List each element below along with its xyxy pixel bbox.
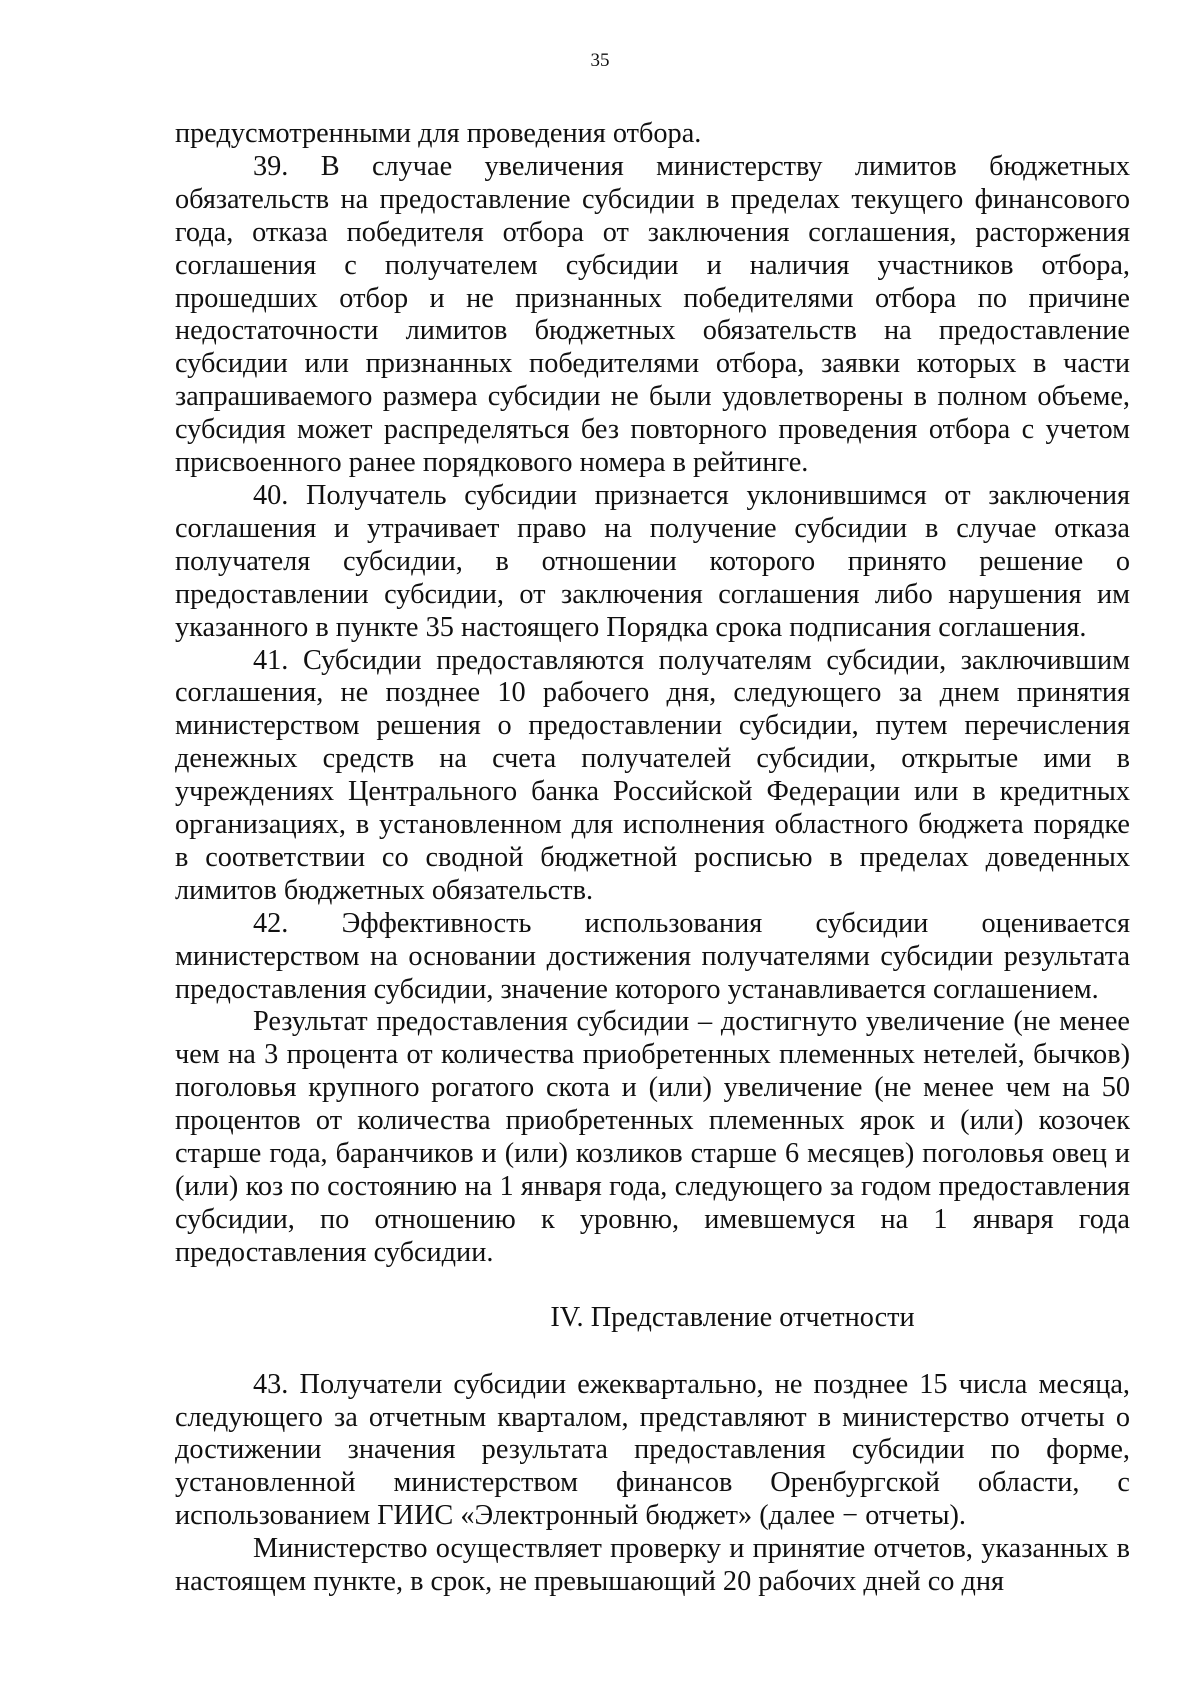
page-number: 35 <box>590 50 610 71</box>
paragraph-ministry-check: Министерство осуществляет проверку и принятие отчетов, указанных в настоящем пункте, в срок, не превышающий 20 рабочих дней со дня <box>175 1533 1130 1598</box>
paragraph-item-41: 41. Субсидии предоставляются получателям субсидии, заключившим соглашения, не позднее 10 рабочего дня, следующего за днем принятия министерством решения о предоставлении субсидии, путем перечисления денежных средств на счета получателей субсидии, открытые ими в учреждениях Центрального банка Российской Федерации или в кредитных организациях, в установленном для исполнения областного бюджета порядке в соответствии со сводной бюджетной росписью в пределах доведенных лимитов бюджетных обязательств. <box>175 644 1130 906</box>
document-body <box>175 118 1130 1599</box>
paragraph-item-39: 39. В случае увеличения министерству лимитов бюджетных обязательств на предоставление субсидии в пределах текущего финансового года, отказа победителя отбора от заключения соглашения, расторжения соглашения с получателем субсидии и наличия участников отбора, прошедших отбор и не признанных победителями отбора по причине недостаточности лимитов бюджетных обязательств на предоставление субсидии или признанных победителями отбора, заявки которых в части запрашиваемого размера субсидии не были удовлетворены в полном объеме, субсидия может распределяться без повторного проведения отбора с учетом присвоенного ранее порядкового номера в рейтинге. <box>175 150 1130 479</box>
paragraph-result: Результат предоставления субсидии – достигнуто увеличение (не менее чем на 3 процента от количества приобретенных племенных нетелей, бычков) поголовья крупного рогатого скота и (или) увеличение (не менее чем на 50 процентов от количества приобретенных племенных ярок и (или) козочек старше года, баранчиков и (или) козликов старше 6 месяцев) поголовья овец и (или) коз по состоянию на 1 января года, следующего за годом предоставления субсидии, по отношению к уровню, имевшемуся на 1 января года предоставления субсидии. <box>175 1006 1130 1268</box>
paragraph-item-42: 42. Эффективность использования субсидии оценивается министерством на основании достижения получателями субсидии результата предоставления субсидии, значение которого устанавливается соглашением. <box>175 907 1130 1005</box>
paragraph-item-43: 43. Получатели субсидии ежеквартально, не позднее 15 числа месяца, следующего за отчетным кварталом, представляют в министерство отчеты о достижении значения результата предоставления субсидии по форме, установленной министерством финансов Оренбургской области, с использованием ГИИС «Электронный бюджет» (далее − отчеты). <box>175 1368 1130 1532</box>
paragraph-continuation: предусмотренными для проведения отбора. <box>175 118 702 149</box>
section-heading: IV. Представление отчетности <box>550 1301 915 1333</box>
paragraph-item-40: 40. Получатель субсидии признается уклонившимся от заключения соглашения и утрачивает право на получение субсидии в случае отказа получателя субсидии, в отношении которого принято решение о предоставлении субсидии, от заключения соглашения либо нарушения им указанного в пункте 35 настоящего Порядка срока подписания соглашения. <box>175 479 1130 643</box>
